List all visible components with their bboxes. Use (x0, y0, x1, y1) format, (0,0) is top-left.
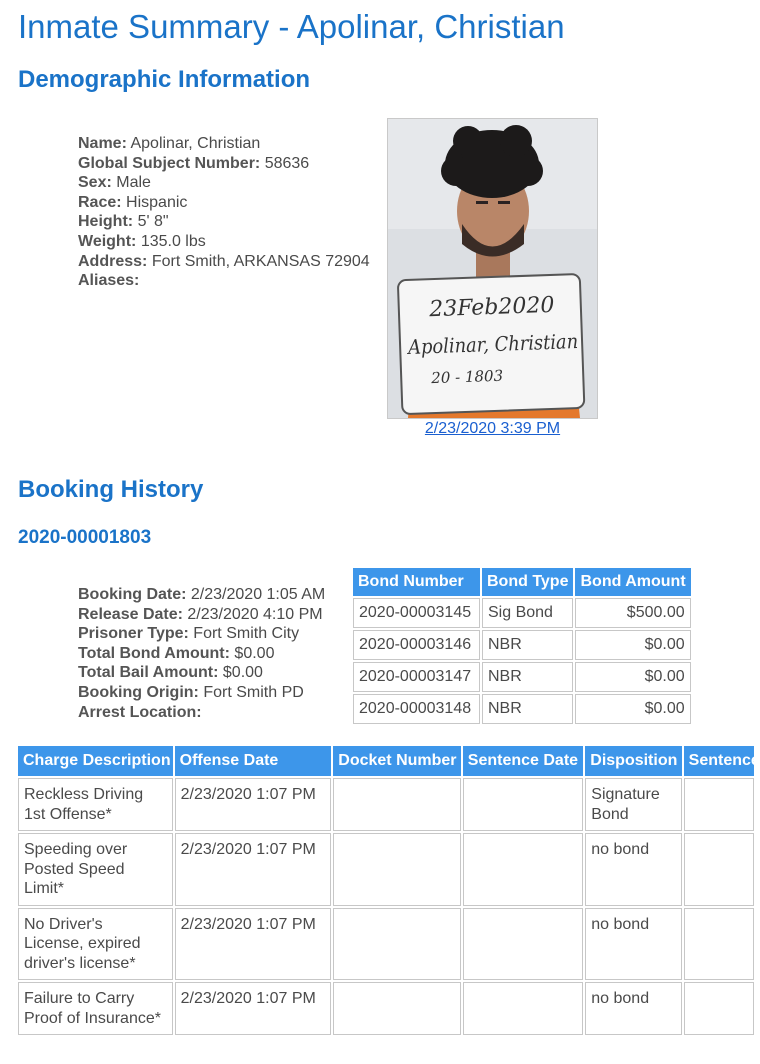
table-row (353, 662, 691, 692)
booking-number: 2020-00001803 (18, 527, 152, 548)
bond-amount-cell: $0.00 (575, 630, 690, 660)
sex-value: Male (116, 174, 151, 192)
bond-type-cell: NBR (482, 694, 573, 724)
booking-date-row: Booking Date: 2/23/2020 1:05 AM (78, 586, 326, 603)
charge-header-row (18, 746, 754, 776)
bond-header-row (353, 568, 691, 596)
booking-origin-row: Booking Origin: Fort Smith PD (78, 683, 304, 701)
offense-date-cell: 2/23/2020 1:07 PM (175, 778, 332, 831)
demographic-fields (78, 134, 370, 291)
prisoner-type-row: Prisoner Type: Fort Smith City (78, 625, 300, 643)
bond-number-cell: 2020-00003145 (353, 598, 480, 628)
charge-description-cell: No Driver's License, expired driver's license* (18, 908, 173, 981)
booking-date-value: 2/23/2020 1:05 AM (190, 586, 326, 603)
total-bond-value: $0.00 (234, 644, 275, 662)
bond-amount-cell: $500.00 (575, 598, 690, 628)
table-row (18, 982, 754, 1035)
height-row: Height: 5' 8" (78, 213, 169, 231)
disposition-cell: no bond (585, 982, 681, 1035)
photo-date-link[interactable]: 2/23/2020 3:39 PM (424, 420, 561, 437)
charge-description-cell: Failure to Carry Proof of Insurance* (18, 982, 173, 1035)
bond-number-cell: 2020-00003148 (353, 694, 480, 724)
charge-table (16, 744, 760, 1037)
offense-date-cell: 2/23/2020 1:07 PM (175, 833, 332, 906)
address-row: Address: Fort Smith, ARKANSAS 72904 (78, 252, 370, 270)
table-row (353, 694, 691, 724)
table-row (353, 630, 691, 660)
sign-date: 23Feb2020 (428, 292, 555, 323)
charge-description-cell: Speeding over Posted Speed Limit* (18, 833, 173, 906)
bond-amount-header: Bond Amount (575, 568, 690, 596)
bond-number-cell: 2020-00003146 (353, 630, 480, 660)
offense-date-header: Offense Date (175, 746, 332, 776)
table-row (353, 598, 691, 628)
name-row: Name: Apolinar, Christian (78, 135, 261, 152)
release-date-row: Release Date: 2/23/2020 4:10 PM (78, 605, 323, 623)
offense-date-cell: 2/23/2020 1:07 PM (175, 908, 332, 981)
bond-amount-cell: $0.00 (575, 694, 690, 724)
prisoner-type-value: Fort Smith City (193, 625, 300, 643)
sentence-cell (684, 833, 754, 906)
disposition-cell: no bond (585, 908, 681, 981)
docket-number-cell (333, 778, 461, 831)
sentence-date-cell (463, 908, 583, 981)
weight-value: 135.0 lbs (140, 232, 206, 250)
weight-row: Weight: 135.0 lbs (78, 232, 206, 250)
sentence-cell (684, 778, 754, 831)
race-value: Hispanic (126, 193, 188, 211)
charge-description-cell: Reckless Driving 1st Offense* (18, 778, 173, 831)
total-bail-row: Total Bail Amount: $0.00 (78, 664, 263, 682)
demographic-heading: Demographic Information (18, 66, 311, 93)
sentence-date-cell (463, 833, 583, 906)
sentence-date-cell (463, 778, 583, 831)
sentence-date-header: Sentence Date (463, 746, 583, 776)
bond-number-cell: 2020-00003147 (353, 662, 480, 692)
table-row (18, 833, 754, 906)
aliases-row: Aliases: (78, 272, 140, 290)
total-bond-row: Total Bond Amount: $0.00 (78, 644, 275, 662)
sentence-cell (684, 982, 754, 1035)
subject-number-row: Global Subject Number: 58636 (78, 154, 310, 172)
mugshot-photo[interactable] (387, 118, 598, 419)
sentence-cell (684, 908, 754, 981)
address-value: Fort Smith, ARKANSAS 72904 (151, 252, 370, 270)
sentence-date-cell (463, 982, 583, 1035)
sign-number: 20 - 1803 (430, 366, 504, 388)
race-row: Race: Hispanic (78, 193, 188, 211)
subject-number-value: 58636 (264, 154, 310, 172)
disposition-cell: Signature Bond (585, 778, 681, 831)
docket-number-header: Docket Number (333, 746, 461, 776)
charge-description-header: Charge Description (18, 746, 173, 776)
booking-origin-value: Fort Smith PD (203, 683, 304, 701)
disposition-cell: no bond (585, 833, 681, 906)
bond-amount-cell: $0.00 (575, 662, 690, 692)
docket-number-cell (333, 908, 461, 981)
booking-fields (78, 585, 325, 722)
mugshot-image (388, 119, 600, 418)
bond-type-header: Bond Type (482, 568, 573, 596)
bond-type-cell: NBR (482, 662, 573, 692)
page-title: Inmate Summary - Apolinar, Christian (18, 8, 565, 45)
docket-number-cell (333, 982, 461, 1035)
bond-number-header: Bond Number (353, 568, 480, 596)
height-value: 5' 8" (137, 213, 169, 231)
total-bail-value: $0.00 (222, 664, 263, 682)
booking-history-heading: Booking History (18, 476, 204, 503)
bond-type-cell: Sig Bond (482, 598, 573, 628)
docket-number-cell (333, 833, 461, 906)
disposition-header: Disposition (585, 746, 681, 776)
release-date-value: 2/23/2020 4:10 PM (187, 605, 323, 623)
table-row (18, 908, 754, 981)
name-value: Apolinar, Christian (130, 135, 261, 152)
sentence-header: Sentence (684, 746, 754, 776)
table-row (18, 778, 754, 831)
bond-table (351, 566, 693, 726)
sex-row: Sex: Male (78, 174, 151, 192)
bond-type-cell: NBR (482, 630, 573, 660)
arrest-location-row: Arrest Location: (78, 703, 202, 721)
sign-name: Apolinar, Christian (407, 328, 600, 359)
offense-date-cell: 2/23/2020 1:07 PM (175, 982, 332, 1035)
